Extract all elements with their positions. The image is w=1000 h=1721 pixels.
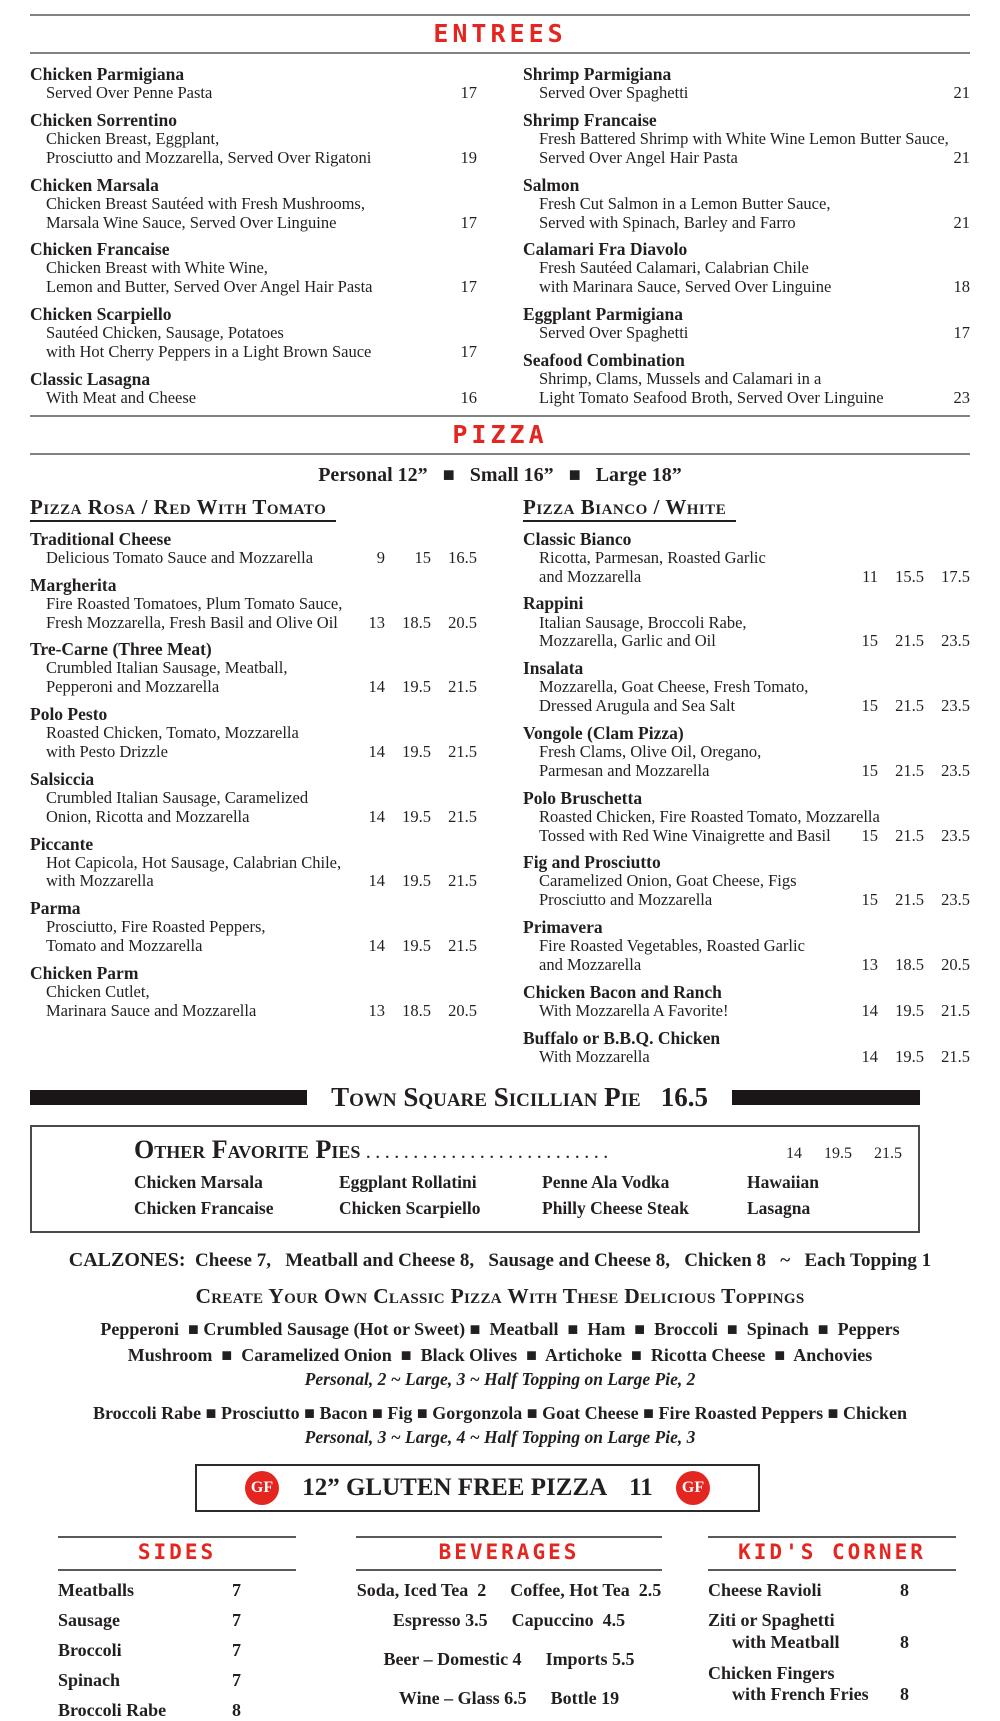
item-price-personal: 13 (368, 1000, 385, 1020)
item-price-small: 19.5 (402, 806, 431, 826)
kids-corner-header (708, 1536, 956, 1571)
gluten-free-text: 12” GLUTEN FREE PIZZA (302, 1473, 608, 1501)
kid-item (708, 1610, 956, 1653)
item-price: 18 (953, 277, 970, 297)
item-desc: Pepperoni and Mozzarella (46, 677, 220, 697)
item-desc: Chicken Breast, Eggplant, (46, 129, 220, 149)
item-desc: With Meat and Cheese (46, 387, 197, 407)
item-desc: with Hot Cherry Peppers in a Light Brown Sauce (46, 342, 372, 361)
favorite-pie: Chicken Francaise (134, 1197, 274, 1218)
item-name: Margherita (30, 574, 117, 595)
toppings-line-1: Pepperoni ■ Crumbled Sausage (Hot or Sweet) ■ Meatball ■ Ham ■ Broccoli ■ Spinach ■ Peppers (100, 1318, 900, 1339)
item-price-personal: 14 (368, 742, 385, 761)
menu-item (523, 350, 970, 408)
item-price-small: 19.5 (895, 1046, 924, 1066)
item-desc: Ricotta, Parmesan, Roasted Garlic (539, 547, 766, 567)
item-price-large: 21.5 (448, 806, 477, 826)
price-personal: 14 (786, 1144, 802, 1162)
item-name: Tre-Carne (Three Meat) (30, 639, 212, 660)
item-desc: Fire Roasted Vegetables, Roasted Garlic (539, 936, 805, 956)
menu-item (30, 575, 477, 633)
item-desc: with Mozzarella (46, 871, 154, 891)
side-item (58, 1610, 296, 1631)
item-name: Eggplant Parmigiana (523, 304, 683, 325)
item-desc: with Marinara Sauce, Served Over Linguine (539, 277, 832, 297)
menu-item (30, 369, 477, 408)
item-price-large: 23.5 (941, 760, 970, 780)
item-price-personal: 14 (861, 1000, 878, 1020)
item-name: Cheese Ravioli (708, 1579, 822, 1600)
item-price-large: 21.5 (448, 742, 477, 761)
item-desc: Lemon and Butter, Served Over Angel Hair Pasta (46, 277, 373, 297)
item-price-personal: 14 (861, 1046, 878, 1066)
item-desc: Parmesan and Mozzarella (539, 760, 710, 780)
kid-item (708, 1580, 956, 1602)
favorites-title: Other Favorite Pies (134, 1134, 361, 1164)
menu-item (523, 304, 970, 343)
menu-item (30, 898, 477, 956)
item-desc: Sautéed Chicken, Sausage, Potatoes (46, 323, 284, 343)
menu-item (523, 723, 970, 781)
item-price-personal: 14 (368, 936, 385, 956)
item-desc: Roasted Chicken, Tomato, Mozzarella (46, 723, 299, 743)
item-price-small: 18.5 (402, 1000, 431, 1020)
item-price-personal: 13 (368, 612, 385, 632)
item-price-large: 21.5 (448, 677, 477, 697)
item-price-small: 19.5 (402, 742, 431, 761)
divider (30, 52, 970, 54)
menu-item (30, 704, 477, 762)
menu-item (30, 239, 477, 297)
price-small: 19.5 (824, 1144, 852, 1162)
bottom-sections (30, 1536, 970, 1721)
item-desc: Fire Roasted Tomatoes, Plum Tomato Sauce, (46, 593, 343, 613)
toppings-line-2: Mushroom ■ Caramelized Onion ■ Black Olives ■ Artichoke ■ Ricotta Cheese ■ Anchovies (127, 1344, 873, 1365)
beverage-row (356, 1688, 662, 1709)
item-name: Fig and Prosciutto (523, 852, 661, 873)
item-desc: Mozzarella, Goat Cheese, Fresh Tomato, (539, 677, 809, 697)
sicilian-pie-banner (30, 1082, 920, 1113)
menu-item (30, 769, 477, 827)
item-price-large: 20.5 (941, 954, 970, 974)
item-desc: with French Fries (732, 1684, 869, 1705)
item-desc: With Mozzarella A Favorite! (539, 1000, 729, 1020)
item-desc: Hot Capicola, Hot Sausage, Calabrian Chile, (46, 852, 342, 872)
item-desc: Light Tomato Seafood Broth, Served Over Linguine (539, 387, 884, 407)
menu-item (30, 639, 477, 697)
favorites-title-row (134, 1135, 902, 1165)
item-desc: Prosciutto, Fire Roasted Peppers, (46, 917, 266, 937)
side-item (58, 1670, 296, 1691)
item-desc: Fresh Sautéed Calamari, Calabrian Chile (539, 258, 809, 278)
item-name: Traditional Cheese (30, 528, 172, 549)
item-price: 8 (900, 1579, 909, 1600)
item-price-personal: 14 (368, 871, 385, 891)
pizza-rosa-column (30, 495, 477, 1074)
menu-item (523, 852, 970, 910)
item-price-large: 23.5 (941, 825, 970, 845)
entrees-columns (30, 64, 970, 415)
item-name: Chicken Parm (30, 962, 139, 983)
item-desc: Marinara Sauce and Mozzarella (46, 1000, 257, 1020)
item-desc: Chicken Breast with White Wine, (46, 258, 268, 278)
item-name: Buffalo or B.B.Q. Chicken (523, 1027, 721, 1048)
other-favorite-pies-box (30, 1125, 920, 1233)
item-name: Primavera (523, 917, 603, 938)
item-price: 17 (460, 342, 477, 361)
menu-item (523, 593, 970, 651)
create-your-own-title: Create Your Own Classic Pizza With These Delicious Toppings (195, 1283, 805, 1308)
beverage-row (356, 1649, 662, 1670)
item-desc: Served Over Spaghetti (539, 323, 689, 343)
item-desc: Served Over Angel Hair Pasta (539, 147, 738, 167)
menu-item (30, 834, 477, 892)
side-item (58, 1640, 296, 1661)
item-desc: and Mozzarella (539, 566, 642, 586)
item-price-large: 23.5 (941, 696, 970, 716)
side-item (58, 1700, 296, 1721)
item-desc: Chicken Cutlet, (46, 982, 150, 1002)
calzones-line (30, 1249, 970, 1272)
item-price-large: 20.5 (448, 612, 477, 632)
item-desc: Fresh Battered Shrimp with White Wine Lemon Butter Sauce, (539, 129, 949, 149)
item-price-personal: 15 (861, 890, 878, 910)
sicilian-pie-price: 16.5 (660, 1081, 708, 1112)
item-price-large: 21.5 (448, 871, 477, 891)
menu-item (30, 175, 477, 233)
item-name: Broccoli (58, 1639, 122, 1660)
menu-item (523, 110, 970, 168)
favorites-grid (134, 1172, 902, 1219)
menu-item (30, 529, 477, 568)
item-name: Shrimp Parmigiana (523, 64, 672, 84)
item-desc: Prosciutto and Mozzarella, Served Over Rigatoni (46, 147, 372, 167)
pizza-rosa-heading: Pizza Rosa / Red With Tomato (30, 495, 336, 522)
item-name: Chicken Sorrentino (30, 109, 177, 130)
item-price: 7 (232, 1669, 241, 1690)
item-price-small: 21.5 (895, 760, 924, 780)
favorite-pie: Philly Cheese Steak (542, 1197, 689, 1218)
beverage-item: Espresso 3.5 (392, 1609, 488, 1630)
item-price-large: 23.5 (941, 890, 970, 910)
item-desc: Caramelized Onion, Goat Cheese, Figs (539, 871, 797, 891)
menu-item (523, 658, 970, 716)
menu-item (30, 64, 477, 103)
favorite-pie: Chicken Scarpiello (339, 1197, 481, 1218)
beverage-row (356, 1610, 662, 1631)
item-price-small: 19.5 (402, 936, 431, 956)
item-desc: Fresh Mozzarella, Fresh Basil and Olive Oil (46, 612, 338, 632)
item-price-small: 18.5 (402, 612, 431, 632)
item-desc: Tossed with Red Wine Vinaigrette and Basil (539, 825, 831, 845)
item-desc: Fresh Clams, Olive Oil, Oregano, (539, 742, 762, 761)
item-price: 7 (232, 1639, 241, 1660)
item-desc: Shrimp, Clams, Mussels and Calamari in a (539, 369, 822, 389)
item-name: Salsiccia (30, 768, 95, 789)
gluten-free-box (195, 1464, 760, 1512)
item-desc: Served Over Penne Pasta (46, 83, 213, 103)
banner-bar-right (732, 1090, 920, 1105)
sicilian-pie-name: Town Square Sicillian Pie (331, 1081, 641, 1112)
item-price-large: 17.5 (941, 566, 970, 586)
item-price-small: 15.5 (895, 566, 924, 586)
favorite-pie: Hawaiian (747, 1171, 819, 1192)
calzones-text: Cheese 7, Meatball and Cheese 8, Sausage and Cheese 8, Chicken 8 ~ Each Topping 1 (185, 1249, 932, 1271)
item-name: Polo Bruschetta (523, 787, 643, 808)
menu-item (523, 64, 970, 103)
item-desc: Roasted Chicken, Fire Roasted Tomato, Mozzarella (539, 806, 880, 826)
toppings-line-3: Broccoli Rabe ■ Prosciutto ■ Bacon ■ Fig ■ Gorgonzola ■ Goat Cheese ■ Fire Roasted Peppers ■ Chicken (92, 1402, 908, 1423)
item-price: 17 (953, 323, 970, 343)
item-name: Parma (30, 898, 81, 919)
item-price-small: 15 (414, 547, 431, 567)
dot-leader: . . . . . . . . . . . . . . . . . . . . . . . . . . (366, 1145, 609, 1162)
item-name: Sausage (58, 1609, 121, 1630)
item-name: Calamari Fra Diavolo (523, 239, 688, 260)
item-price-personal: 15 (861, 631, 878, 651)
item-price-large: 21.5 (941, 1000, 970, 1020)
sides-header (58, 1536, 296, 1571)
sides-title: SIDES (137, 1539, 217, 1564)
item-desc: Served with Spinach, Barley and Farro (539, 212, 796, 232)
item-name: Chicken Parmigiana (30, 64, 185, 84)
item-desc: and Mozzarella (539, 954, 642, 974)
item-price: 23 (953, 387, 970, 407)
item-price-small: 19.5 (402, 677, 431, 697)
toppings-note-2: Personal, 3 ~ Large, 4 ~ Half Topping on Large Pie, 3 (304, 1426, 696, 1447)
item-price: 17 (460, 277, 477, 297)
item-desc: Onion, Ricotta and Mozzarella (46, 806, 250, 826)
item-price-small: 21.5 (895, 631, 924, 651)
gluten-free-icon: GF (676, 1471, 710, 1505)
item-price-personal: 15 (861, 825, 878, 845)
item-price-small: 19.5 (402, 871, 431, 891)
beverages-section (356, 1536, 662, 1721)
item-price-small: 18.5 (895, 954, 924, 974)
sides-section (58, 1536, 296, 1721)
item-name: Chicken Scarpiello (30, 304, 172, 325)
menu-item (523, 1028, 970, 1067)
side-item (58, 1580, 296, 1601)
item-desc: Tomato and Mozzarella (46, 936, 203, 956)
menu-item (523, 529, 970, 587)
banner-bar-left (30, 1090, 307, 1105)
item-name: Polo Pesto (30, 704, 108, 725)
item-name: Chicken Bacon and Ranch (523, 981, 722, 1002)
item-price-large: 20.5 (448, 1000, 477, 1020)
item-desc: With Mozzarella (539, 1046, 650, 1066)
menu-item (523, 788, 970, 846)
item-price-personal: 14 (368, 806, 385, 826)
entrees-right-column (523, 64, 970, 415)
price-large: 21.5 (874, 1144, 902, 1162)
item-desc: Prosciutto and Mozzarella (539, 890, 713, 910)
favorite-pie: Lasagna (747, 1197, 811, 1218)
item-price: 17 (460, 212, 477, 232)
item-desc: Fresh Cut Salmon in a Lemon Butter Sauce, (539, 193, 831, 213)
beverages-title: BEVERAGES (438, 1539, 580, 1564)
pizza-sizes-line: Personal 12” ■ Small 16” ■ Large 18” (318, 463, 682, 486)
item-price-personal: 15 (861, 760, 878, 780)
menu-item (30, 110, 477, 168)
beverages-header (356, 1536, 662, 1571)
menu-item (30, 963, 477, 1021)
item-name: Salmon (523, 174, 580, 195)
item-name: Classic Lasagna (30, 368, 151, 389)
pizza-bianco-heading: Pizza Bianco / White (523, 495, 736, 522)
item-price-personal: 14 (368, 677, 385, 697)
item-price-small: 21.5 (895, 825, 924, 845)
item-desc: Served Over Spaghetti (539, 83, 689, 103)
item-desc: Mozzarella, Garlic and Oil (539, 631, 716, 651)
item-name: Spinach (58, 1669, 121, 1690)
item-price-personal: 9 (376, 547, 385, 567)
item-price: 19 (460, 147, 477, 167)
gluten-free-label (302, 1474, 653, 1502)
item-price: 8 (232, 1699, 241, 1720)
menu-item (523, 175, 970, 233)
item-desc: Marsala Wine Sauce, Served Over Linguine (46, 212, 337, 232)
beverage-row (356, 1580, 662, 1601)
item-price-large: 21.5 (941, 1046, 970, 1066)
item-name: Piccante (30, 833, 94, 854)
beverage-item: Bottle 19 (550, 1687, 620, 1708)
entrees-section-title: ENTREES (433, 19, 567, 48)
calzones-label: CALZONES: (68, 1248, 186, 1271)
item-price: 17 (460, 83, 477, 103)
menu-item (523, 239, 970, 297)
item-price-personal: 13 (861, 954, 878, 974)
beverage-item: Capuccino 4.5 (511, 1609, 626, 1630)
entrees-left-column (30, 64, 477, 415)
item-price-large: 21.5 (448, 936, 477, 956)
item-name: Classic Bianco (523, 528, 632, 549)
item-price: 8 (900, 1684, 909, 1705)
favorites-prices (752, 1145, 902, 1163)
beverage-item: Wine – Glass 6.5 (398, 1687, 527, 1708)
item-desc: Crumbled Italian Sausage, Meatball, (46, 658, 288, 678)
gluten-free-price: 11 (629, 1473, 653, 1501)
item-desc: Chicken Breast Sautéed with Fresh Mushrooms, (46, 193, 365, 213)
item-price-personal: 11 (862, 566, 878, 586)
item-name: Rappini (523, 593, 584, 614)
favorite-pie: Penne Ala Vodka (542, 1171, 670, 1192)
beverage-item: Imports 5.5 (545, 1648, 635, 1669)
item-price-personal: 15 (861, 696, 878, 716)
menu-item (523, 917, 970, 975)
beverage-item: Beer – Domestic 4 (383, 1648, 522, 1669)
item-price-small: 21.5 (895, 696, 924, 716)
pizza-bianco-column (523, 495, 970, 1074)
gluten-free-icon: GF (245, 1471, 279, 1505)
item-price-large: 23.5 (941, 631, 970, 651)
item-price: 16 (460, 387, 477, 407)
favorite-pie: Eggplant Rollatini (339, 1171, 477, 1192)
divider (30, 453, 970, 455)
item-name: Vongole (Clam Pizza) (523, 722, 684, 743)
item-name: Chicken Fingers (708, 1662, 835, 1683)
item-price-small: 19.5 (895, 1000, 924, 1020)
kids-corner-section (708, 1536, 956, 1721)
item-desc: Dressed Arugula and Sea Salt (539, 696, 736, 716)
item-price: 8 (900, 1632, 909, 1653)
item-desc: with Pesto Drizzle (46, 742, 168, 761)
item-desc: Crumbled Italian Sausage, Caramelized (46, 787, 309, 807)
kid-item (708, 1663, 956, 1706)
item-desc: Italian Sausage, Broccoli Rabe, (539, 612, 747, 632)
sicilian-pie-label (307, 1082, 732, 1113)
menu-page (0, 14, 1000, 1721)
item-price: 7 (232, 1579, 241, 1600)
item-price: 21 (953, 83, 970, 103)
item-desc: with Meatball (732, 1632, 840, 1653)
pizza-section-title: PIZZA (452, 419, 548, 449)
item-name: Chicken Francaise (30, 239, 170, 260)
item-name: Shrimp Francaise (523, 109, 657, 130)
item-price: 7 (232, 1609, 241, 1630)
item-price: 21 (953, 212, 970, 232)
favorite-pie: Chicken Marsala (134, 1171, 263, 1192)
menu-item (30, 304, 477, 362)
item-price: 21 (953, 147, 970, 167)
item-name: Ziti or Spaghetti (708, 1610, 835, 1631)
menu-item (523, 982, 970, 1021)
item-name: Chicken Marsala (30, 174, 159, 195)
item-name: Meatballs (58, 1579, 134, 1600)
beverage-item: Soda, Iced Tea 2 (356, 1579, 487, 1600)
kids-corner-title: KID'S CORNER (738, 1539, 926, 1564)
item-desc: Delicious Tomato Sauce and Mozzarella (46, 547, 314, 567)
item-name: Insalata (523, 658, 584, 679)
item-name: Broccoli Rabe (58, 1699, 167, 1720)
beverage-item: Coffee, Hot Tea 2.5 (510, 1579, 662, 1600)
toppings-note-1: Personal, 2 ~ Large, 3 ~ Half Topping on Large Pie, 2 (304, 1368, 696, 1389)
item-price-large: 16.5 (448, 547, 477, 567)
item-name: Seafood Combination (523, 350, 685, 370)
item-price-small: 21.5 (895, 890, 924, 910)
pizza-columns (30, 495, 970, 1074)
